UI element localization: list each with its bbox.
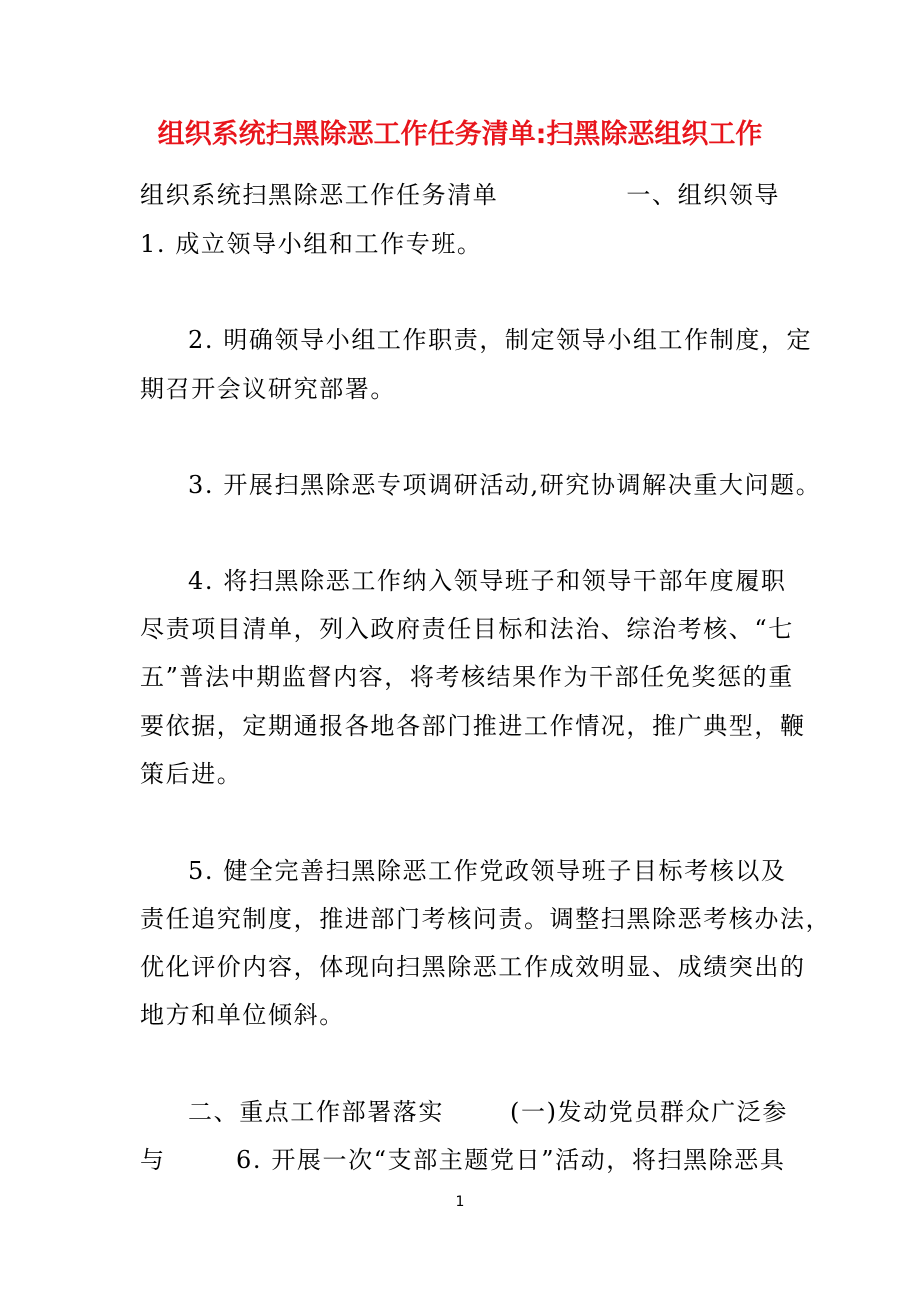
text-line-1: [140, 180, 780, 210]
text-line-8: 五”普法中期监督内容，将考核结果作为干部任免奖惩的重: [140, 663, 794, 691]
subsection-heading-end: 与: [140, 1146, 166, 1174]
text-line-7: 尽责项目清单，列入政府责任目标和法治、综治考核、“七: [140, 615, 794, 643]
text-line-6: 4. 将扫黑除恶工作纳入领导班子和领导干部年度履职: [188, 567, 787, 595]
page-number: 1: [455, 1194, 465, 1210]
text-line-2: 1. 成立领导小组和工作专班。: [140, 230, 483, 258]
text-line-11: 5. 健全完善扫黑除恶工作党政领导班子目标考核以及: [188, 857, 787, 885]
text-line-13: 优化评价内容，体现向扫黑除恶工作成效明显、成绩突出的: [140, 953, 806, 981]
text-line-5: 3. 开展扫黑除恶专项调研活动,研究协调解决重大问题。: [188, 471, 822, 499]
text-line-4: 期召开会议研究部署。: [140, 375, 396, 403]
text-line-9: 要依据，定期通报各地各部门推进工作情况，推广典型，鞭: [140, 712, 806, 740]
subsection-heading: (一)发动党员群众广泛参: [510, 1098, 788, 1126]
document-title: 组织系统扫黑除恶工作任务清单:扫黑除恶组织工作: [157, 119, 763, 150]
subtitle-text: 组织系统扫黑除恶工作任务清单: [140, 181, 499, 209]
text-line-12: 责任追究制度，推进部门考核问责。调整扫黑除恶考核办法，: [140, 905, 832, 933]
item-6-text: 6. 开展一次“支部主题党日”活动，将扫黑除恶具: [236, 1146, 786, 1174]
section-heading-2: 二、重点工作部署落实: [188, 1098, 444, 1126]
text-line-14: 地方和单位倾斜。: [140, 1001, 345, 1029]
text-line-3: 2. 明确领导小组工作职责，制定领导小组工作制度，定: [188, 326, 813, 354]
text-line-10: 策后进。: [140, 760, 243, 788]
section-heading-1: 一、组织领导: [626, 181, 780, 209]
